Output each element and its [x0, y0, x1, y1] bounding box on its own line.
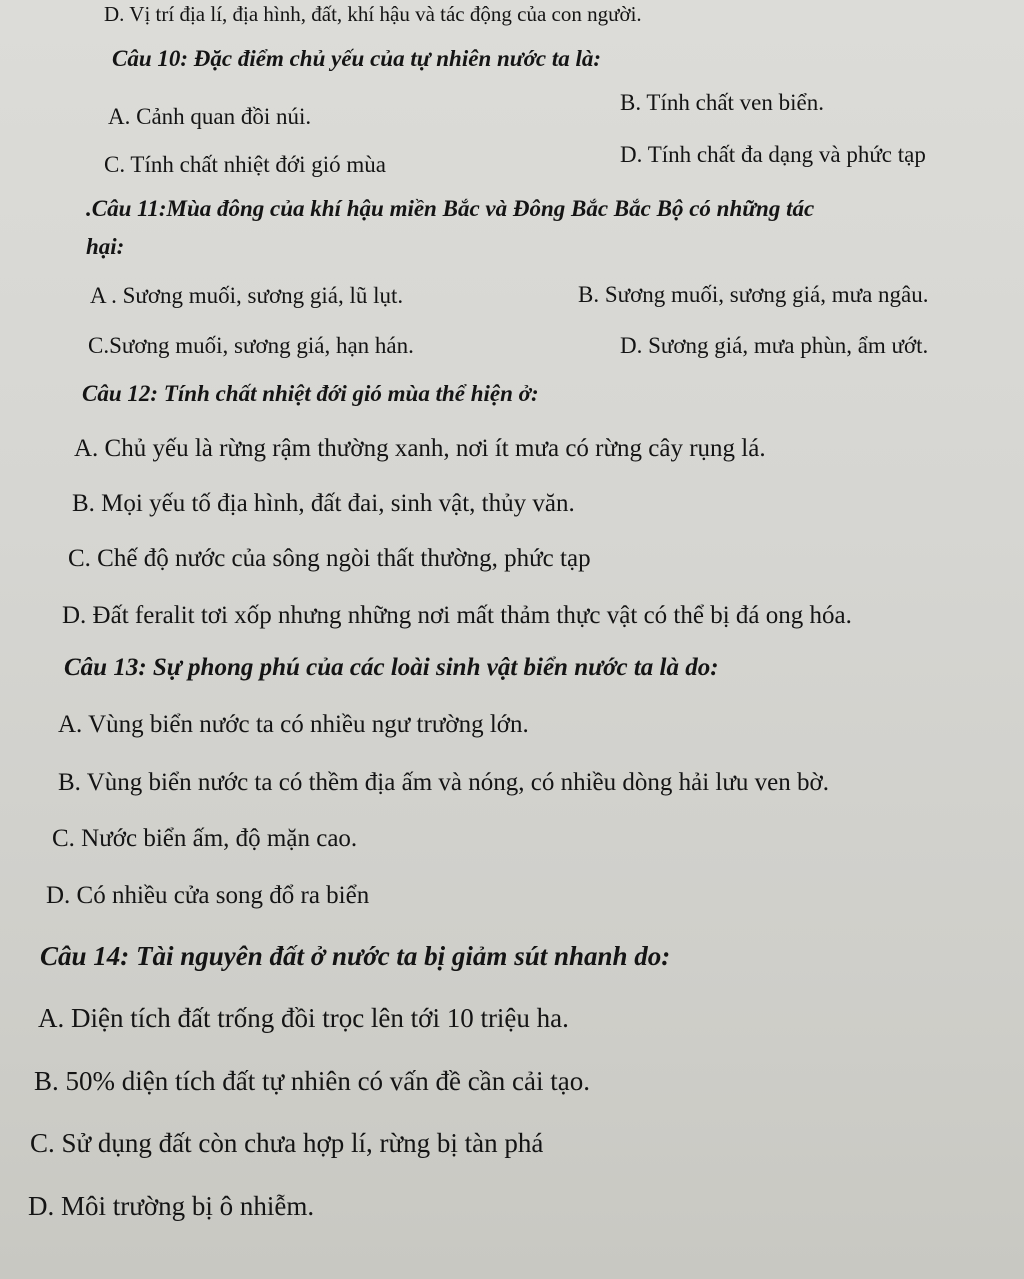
question-13-title: Câu 13: Sự phong phú của các loài sinh vật biển nước ta là do: — [64, 654, 719, 681]
question-11-title-line1: .Câu 11:Mùa đông của khí hậu miền Bắc và Đông Bắc Bắc Bộ có những tác — [86, 196, 815, 221]
question-13-option-d: D. Có nhiều cửa song đổ ra biển — [46, 882, 370, 909]
question-12-option-d: D. Đất feralit tơi xốp nhưng những nơi mất thảm thực vật có thể bị đá ong hóa. — [62, 602, 852, 629]
question-11-option-c: C.Sương muối, sương giá, hạn hán. — [88, 333, 414, 358]
top-option-d: D. Vị trí địa lí, địa hình, đất, khí hậu và tác động của con người. — [104, 2, 642, 26]
question-14-option-c: C. Sử dụng đất còn chưa hợp lí, rừng bị tàn phá — [30, 1128, 544, 1158]
question-14-title: Câu 14: Tài nguyên đất ở nước ta bị giảm sút nhanh do: — [40, 941, 671, 971]
question-14-option-b: B. 50% diện tích đất tự nhiên có vấn đề cần cải tạo. — [34, 1066, 590, 1096]
question-10-option-c: C. Tính chất nhiệt đới gió mùa — [104, 152, 386, 177]
question-10-option-d: D. Tính chất đa dạng và phức tạp — [620, 142, 926, 167]
question-12-option-a: A. Chủ yếu là rừng rậm thường xanh, nơi ít mưa có rừng cây rụng lá. — [74, 435, 766, 462]
question-14-option-a: A. Diện tích đất trống đồi trọc lên tới 10 triệu ha. — [38, 1003, 569, 1033]
question-11-option-a: A . Sương muối, sương giá, lũ lụt. — [90, 283, 404, 308]
question-12-option-b: B. Mọi yếu tố địa hình, đất đai, sinh vật, thủy văn. — [72, 490, 575, 517]
question-11-option-d: D. Sương giá, mưa phùn, ẩm ướt. — [620, 333, 929, 358]
question-12-option-c: C. Chế độ nước của sông ngòi thất thường, phức tạp — [68, 545, 591, 572]
question-13-option-c: C. Nước biển ấm, độ mặn cao. — [52, 825, 358, 852]
question-13-option-b: B. Vùng biển nước ta có thềm địa ấm và nóng, có nhiều dòng hải lưu ven bờ. — [58, 769, 829, 796]
question-13-option-a: A. Vùng biển nước ta có nhiều ngư trường lớn. — [58, 711, 529, 738]
question-10-option-b: B. Tính chất ven biển. — [620, 90, 824, 115]
question-10-title: Câu 10: Đặc điểm chủ yếu của tự nhiên nước ta là: — [112, 46, 602, 71]
question-11-title-line2: hại: — [86, 234, 125, 259]
question-14-option-d: D. Môi trường bị ô nhiễm. — [28, 1191, 315, 1221]
question-12-title: Câu 12: Tính chất nhiệt đới gió mùa thể hiện ở: — [82, 381, 539, 406]
question-10-option-a: A. Cảnh quan đồi núi. — [108, 104, 312, 129]
question-11-option-b: B. Sương muối, sương giá, mưa ngâu. — [578, 282, 929, 307]
